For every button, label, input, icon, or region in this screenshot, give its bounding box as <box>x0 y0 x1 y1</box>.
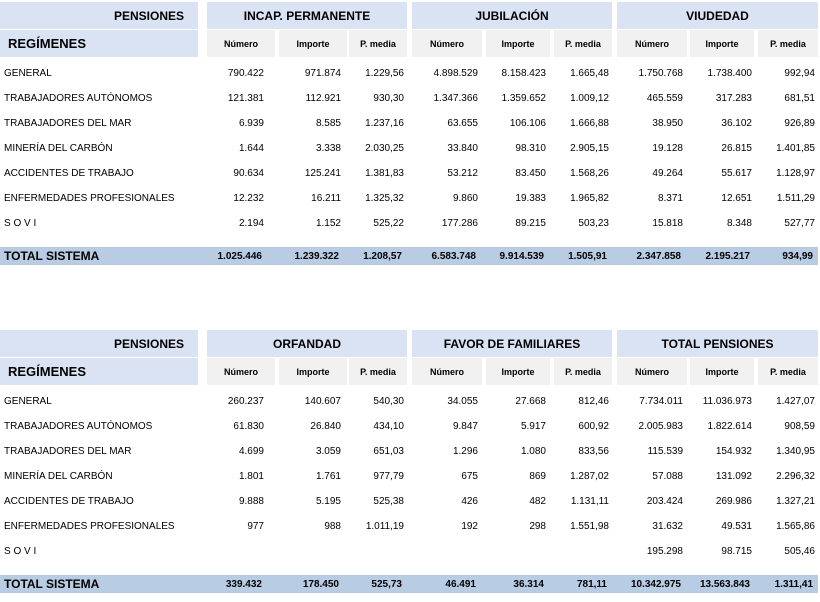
column-header: P. media <box>758 358 818 385</box>
table-row <box>0 161 820 186</box>
cell-value: 154.932 <box>715 446 752 457</box>
group-header: JUBILACIÓN <box>412 2 612 29</box>
total-value: 339.432 <box>225 578 262 590</box>
cell-value: 1.347.366 <box>433 93 478 104</box>
regime-name: S O V I <box>4 546 37 557</box>
table-row <box>0 514 820 539</box>
regime-name: S O V I <box>4 218 37 229</box>
column-header: P. media <box>758 30 818 57</box>
regime-name: TRABAJADORES AUTÓNOMOS <box>4 421 153 432</box>
cell-value: 482 <box>529 496 546 507</box>
cell-value: 2.030,25 <box>365 143 404 154</box>
cell-value: 681,51 <box>784 93 815 104</box>
table-row <box>0 211 820 236</box>
group-header-row <box>0 330 820 357</box>
regime-name: ENFERMEDADES PROFESIONALES <box>4 193 175 204</box>
column-header: Número <box>207 358 275 385</box>
cell-value: 8.158.423 <box>501 68 546 79</box>
cell-value: 1.296 <box>452 446 478 457</box>
cell-value: 1.761 <box>315 471 341 482</box>
cell-value: 1.381,83 <box>365 168 404 179</box>
cell-value: 1.666,88 <box>570 118 609 129</box>
cell-value: 527,77 <box>784 218 815 229</box>
cell-value: 195.298 <box>646 546 683 557</box>
cell-value: 2.194 <box>238 218 264 229</box>
cell-value: 505,46 <box>784 546 815 557</box>
cell-value: 3.338 <box>315 143 341 154</box>
cell-value: 833,56 <box>578 446 609 457</box>
pensiones-label: PENSIONES <box>0 2 198 29</box>
cell-value: 19.383 <box>515 193 546 204</box>
cell-value: 49.264 <box>652 168 683 179</box>
cell-value: 930,30 <box>373 93 404 104</box>
column-header-row <box>0 30 820 57</box>
column-header: P. media <box>349 358 407 385</box>
cell-value: 8.348 <box>726 218 752 229</box>
column-header: Importe <box>279 30 347 57</box>
column-header: Importe <box>279 358 347 385</box>
cell-value: 298 <box>529 521 546 532</box>
cell-value: 1.229,56 <box>365 68 404 79</box>
cell-value: 83.450 <box>515 168 546 179</box>
table-row <box>0 489 820 514</box>
table-row <box>0 111 820 136</box>
column-header: P. media <box>349 30 407 57</box>
cell-value: 90.634 <box>233 168 264 179</box>
cell-value: 1.237,16 <box>365 118 404 129</box>
cell-value: 926,89 <box>784 118 815 129</box>
cell-value: 57.088 <box>652 471 683 482</box>
group-header: TOTAL PENSIONES <box>617 330 818 357</box>
cell-value: 4.699 <box>238 446 264 457</box>
cell-value: 26.840 <box>310 421 341 432</box>
regime-name: MINERÍA DEL CARBÓN <box>4 143 113 154</box>
table-row <box>0 389 820 414</box>
cell-value: 977,79 <box>373 471 404 482</box>
group-header: ORFANDAD <box>207 330 407 357</box>
cell-value: 540,30 <box>373 396 404 407</box>
total-value: 1.311,41 <box>774 578 813 590</box>
cell-value: 53.212 <box>447 168 478 179</box>
cell-value: 1.011,19 <box>365 521 404 532</box>
cell-value: 426 <box>461 496 478 507</box>
regime-name: MINERÍA DEL CARBÓN <box>4 471 113 482</box>
total-value: 13.563.843 <box>699 578 750 590</box>
table-row <box>0 439 820 464</box>
cell-value: 317.283 <box>715 93 752 104</box>
group-header: FAVOR DE FAMILIARES <box>412 330 612 357</box>
cell-value: 790.422 <box>227 68 264 79</box>
cell-value: 1.568,26 <box>570 168 609 179</box>
cell-value: 8.585 <box>315 118 341 129</box>
regime-name: TRABAJADORES AUTÓNOMOS <box>4 93 153 104</box>
cell-value: 1.822.614 <box>707 421 752 432</box>
total-value: 525,73 <box>371 578 402 590</box>
cell-value: 908,59 <box>784 421 815 432</box>
table-row <box>0 86 820 111</box>
cell-value: 1.965,82 <box>570 193 609 204</box>
total-value: 2.347.858 <box>636 250 681 262</box>
cell-value: 33.840 <box>447 143 478 154</box>
column-header: P. media <box>554 358 612 385</box>
cell-value: 1.287,02 <box>570 471 609 482</box>
regimenes-label: REGÍMENES <box>0 358 198 385</box>
cell-value: 260.237 <box>227 396 264 407</box>
total-value: 934,99 <box>782 250 813 262</box>
cell-value: 600,92 <box>578 421 609 432</box>
column-header: Importe <box>486 30 550 57</box>
cell-value: 177.286 <box>441 218 478 229</box>
total-value: 36.314 <box>513 578 544 590</box>
table-row <box>0 414 820 439</box>
cell-value: 1.665,48 <box>570 68 609 79</box>
regime-name: TRABAJADORES DEL MAR <box>4 446 132 457</box>
cell-value: 525,38 <box>373 496 404 507</box>
cell-value: 36.102 <box>721 118 752 129</box>
column-header: Importe <box>486 358 550 385</box>
regime-name: ACCIDENTES DE TRABAJO <box>4 496 134 507</box>
cell-value: 34.055 <box>447 396 478 407</box>
cell-value: 9.847 <box>452 421 478 432</box>
regime-name: GENERAL <box>4 68 52 79</box>
cell-value: 8.371 <box>657 193 683 204</box>
cell-value: 812,46 <box>578 396 609 407</box>
cell-value: 9.888 <box>238 496 264 507</box>
table-row <box>0 539 820 564</box>
cell-value: 434,10 <box>373 421 404 432</box>
total-row <box>0 247 818 265</box>
total-value: 2.195.217 <box>705 250 750 262</box>
column-header-row <box>0 358 820 385</box>
cell-value: 49.531 <box>721 521 752 532</box>
pension-table <box>0 2 820 272</box>
total-value: 1.239.322 <box>294 250 339 262</box>
cell-value: 203.424 <box>646 496 683 507</box>
regime-name: ACCIDENTES DE TRABAJO <box>4 168 134 179</box>
cell-value: 1.750.768 <box>638 68 683 79</box>
cell-value: 2.005.983 <box>638 421 683 432</box>
column-header: Número <box>412 30 482 57</box>
column-header: Importe <box>690 358 754 385</box>
table-row <box>0 61 820 86</box>
cell-value: 269.986 <box>715 496 752 507</box>
cell-value: 988 <box>324 521 341 532</box>
cell-value: 7.734.011 <box>639 396 683 407</box>
cell-value: 977 <box>247 521 264 532</box>
total-value: 1.505,91 <box>568 250 607 262</box>
cell-value: 1.801 <box>238 471 264 482</box>
total-value: 10.342.975 <box>630 578 681 590</box>
group-header-row <box>0 2 820 29</box>
cell-value: 1.131,11 <box>570 496 609 507</box>
cell-value: 106.106 <box>509 118 546 129</box>
cell-value: 112.921 <box>305 93 341 104</box>
column-header: Número <box>617 30 687 57</box>
table-row <box>0 186 820 211</box>
cell-value: 5.195 <box>315 496 341 507</box>
cell-value: 1.511,29 <box>776 193 815 204</box>
cell-value: 140.607 <box>304 396 341 407</box>
cell-value: 16.211 <box>311 193 341 204</box>
table-row <box>0 464 820 489</box>
cell-value: 31.632 <box>652 521 683 532</box>
cell-value: 1.427,07 <box>776 396 815 407</box>
cell-value: 465.559 <box>646 93 683 104</box>
regime-name: ENFERMEDADES PROFESIONALES <box>4 521 175 532</box>
total-label: TOTAL SISTEMA <box>4 577 100 591</box>
cell-value: 1.359.652 <box>501 93 546 104</box>
total-value: 1.025.446 <box>217 250 262 262</box>
cell-value: 1.340,95 <box>776 446 815 457</box>
column-header: Número <box>617 358 687 385</box>
cell-value: 525,22 <box>373 218 404 229</box>
regime-name: TRABAJADORES DEL MAR <box>4 118 132 129</box>
cell-value: 2.905,15 <box>570 143 609 154</box>
cell-value: 98.715 <box>721 546 752 557</box>
cell-value: 26.815 <box>721 143 752 154</box>
cell-value: 675 <box>461 471 478 482</box>
cell-value: 12.651 <box>721 193 752 204</box>
cell-value: 15.818 <box>652 218 683 229</box>
cell-value: 6.939 <box>238 118 264 129</box>
total-value: 6.583.748 <box>431 250 476 262</box>
cell-value: 131.092 <box>715 471 752 482</box>
cell-value: 1.325,32 <box>365 193 404 204</box>
cell-value: 19.128 <box>652 143 683 154</box>
cell-value: 38.950 <box>652 118 683 129</box>
total-row <box>0 575 818 593</box>
cell-value: 1.738.400 <box>707 68 752 79</box>
total-value: 1.208,57 <box>363 250 402 262</box>
cell-value: 1.152 <box>315 218 341 229</box>
cell-value: 2.296,32 <box>776 471 815 482</box>
group-header: VIUDEDAD <box>617 2 818 29</box>
cell-value: 503,23 <box>578 218 609 229</box>
cell-value: 1.009,12 <box>570 93 609 104</box>
cell-value: 1.401,85 <box>776 143 815 154</box>
cell-value: 121.381 <box>227 93 264 104</box>
cell-value: 12.232 <box>233 193 264 204</box>
cell-value: 971.874 <box>304 68 341 79</box>
cell-value: 89.215 <box>515 218 546 229</box>
pension-table <box>0 330 820 600</box>
cell-value: 1.080 <box>520 446 546 457</box>
group-header: INCAP. PERMANENTE <box>207 2 407 29</box>
total-value: 46.491 <box>445 578 476 590</box>
table-row <box>0 136 820 161</box>
total-label: TOTAL SISTEMA <box>4 249 100 263</box>
column-header: P. media <box>554 30 612 57</box>
cell-value: 1.565,86 <box>776 521 815 532</box>
cell-value: 115.539 <box>647 446 683 457</box>
cell-value: 5.917 <box>520 421 546 432</box>
cell-value: 651,03 <box>373 446 404 457</box>
cell-value: 125.241 <box>304 168 341 179</box>
regime-name: GENERAL <box>4 396 52 407</box>
cell-value: 869 <box>529 471 546 482</box>
cell-value: 61.830 <box>233 421 264 432</box>
pensiones-label: PENSIONES <box>0 330 198 357</box>
cell-value: 98.310 <box>515 143 546 154</box>
cell-value: 1.128,97 <box>776 168 815 179</box>
cell-value: 11.036.973 <box>702 396 752 407</box>
cell-value: 1.551,98 <box>570 521 609 532</box>
column-header: Número <box>412 358 482 385</box>
cell-value: 63.655 <box>447 118 478 129</box>
cell-value: 4.898.529 <box>433 68 478 79</box>
total-value: 781,11 <box>576 578 607 590</box>
cell-value: 992,94 <box>784 68 815 79</box>
cell-value: 3.059 <box>315 446 341 457</box>
cell-value: 9.860 <box>452 193 478 204</box>
cell-value: 1.327,21 <box>776 496 815 507</box>
cell-value: 55.617 <box>721 168 752 179</box>
total-value: 9.914.539 <box>499 250 544 262</box>
cell-value: 27.668 <box>515 396 546 407</box>
column-header: Importe <box>690 30 754 57</box>
regimenes-label: REGÍMENES <box>0 30 198 57</box>
column-header: Número <box>207 30 275 57</box>
total-value: 178.450 <box>302 578 339 590</box>
cell-value: 192 <box>461 521 478 532</box>
cell-value: 1.644 <box>238 143 264 154</box>
